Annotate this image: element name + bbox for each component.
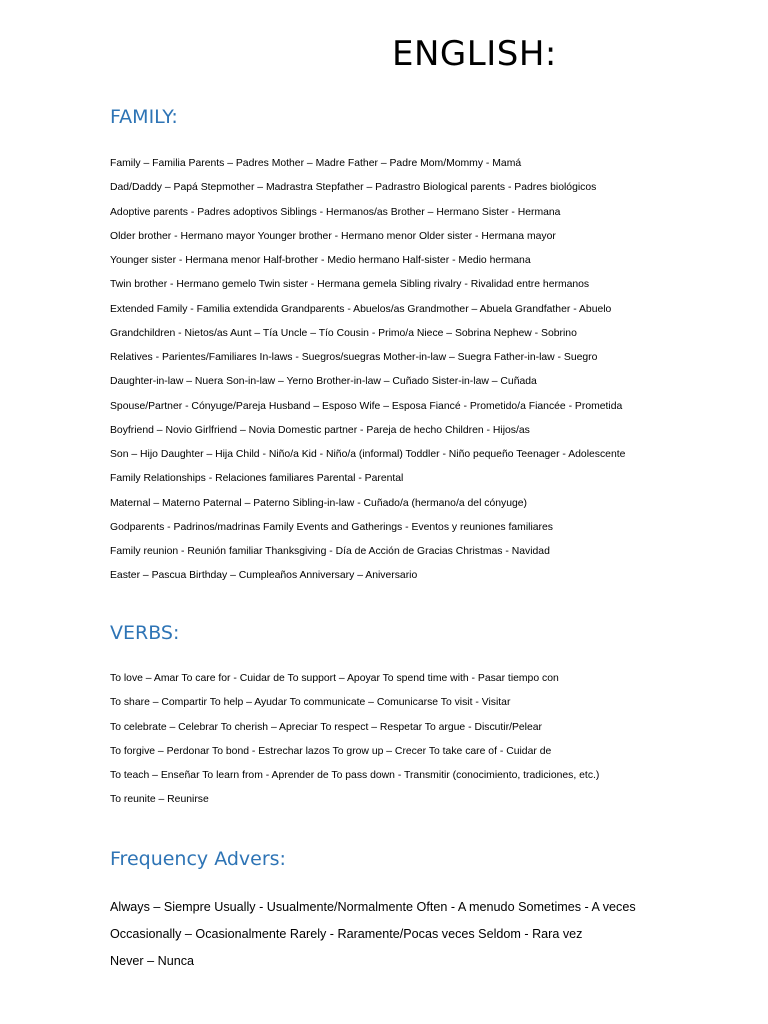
family-line: Easter – Pascua Birthday – Cumpleaños Anniversary – Aniversario <box>110 570 418 582</box>
family-line: Daughter-in-law – Nuera Son-in-law – Yerno Brother-in-law – Cuñado Sister-in-law – Cuñada <box>110 376 537 388</box>
family-line: Older brother - Hermano mayor Younger brother - Hermano menor Older sister - Hermana mayor <box>110 230 556 242</box>
family-line: Grandchildren - Nietos/as Aunt – Tía Uncle – Tío Cousin - Primo/a Niece – Sobrina Nephew - Sobrino <box>110 327 577 339</box>
family-line: Adoptive parents - Padres adoptivos Siblings - Hermanos/as Brother – Hermano Sister - Hermana <box>110 206 561 218</box>
frequency-line: Never – Nunca <box>110 954 194 968</box>
family-line: Maternal – Materno Paternal – Paterno Sibling-in-law - Cuñado/a (hermano/a del cónyuge) <box>110 497 528 509</box>
verbs-line: To love – Amar To care for - Cuidar de To support – Apoyar To spend time with - Pasar tiempo con <box>110 673 559 684</box>
family-line: Family – Familia Parents – Padres Mother – Madre Father – Padre Mom/Mommy - Mamá <box>110 158 522 169</box>
document-title: ENGLISH: <box>392 34 557 74</box>
frequency-heading: Frequency Advers: <box>110 848 286 870</box>
family-line: Godparents - Padrinos/madrinas Family Events and Gatherings - Eventos y reuniones familiares <box>110 521 553 533</box>
family-line: Spouse/Partner - Cónyuge/Pareja Husband – Esposo Wife – Esposa Fiancé - Prometido/a Fiancée - Prometida <box>110 400 623 412</box>
family-line: Family reunion - Reunión familiar Thanksgiving - Día de Acción de Gracias Christmas - Navidad <box>110 546 550 557</box>
verbs-line: To teach – Enseñar To learn from - Aprender de To pass down - Transmitir (conocimiento, tradiciones, etc.) <box>110 770 600 781</box>
family-line: Twin brother - Hermano gemelo Twin sister - Hermana gemela Sibling rivalry - Rivalidad entre hermanos <box>110 279 590 291</box>
family-line: Boyfriend – Novio Girlfriend – Novia Domestic partner - Pareja de hecho Children - Hijos/as <box>110 424 530 436</box>
verbs-heading: VERBS: <box>110 622 180 644</box>
family-vocabulary-list <box>110 157 625 594</box>
verbs-vocabulary-list <box>110 672 599 818</box>
verbs-line: To celebrate – Celebrar To cherish – Apreciar To respect – Respetar To argue - Discutir/Pelear <box>110 721 543 733</box>
verbs-line: To forgive – Perdonar To bond - Estrechar lazos To grow up – Crecer To take care of - Cuidar de <box>110 745 552 757</box>
frequency-line: Always – Siempre Usually - Usualmente/Normalmente Often - A menudo Sometimes - A veces <box>110 900 636 914</box>
family-line: Younger sister - Hermana menor Half-brother - Medio hermano Half-sister - Medio hermana <box>110 255 531 266</box>
family-line: Son – Hijo Daughter – Hija Child - Niño/a Kid - Niño/a (informal) Toddler - Niño pequeño Teenager - Adolescente <box>110 449 626 460</box>
frequency-line: Occasionally – Ocasionalmente Rarely - Raramente/Pocas veces Seldom - Rara vez <box>110 927 583 941</box>
family-heading: FAMILY: <box>110 106 178 128</box>
family-line: Extended Family - Familia extendida Grandparents - Abuelos/as Grandmother – Abuela Grandfather - Abuelo <box>110 303 612 315</box>
verbs-line: To share – Compartir To help – Ayudar To communicate – Comunicarse To visit - Visitar <box>110 697 511 709</box>
family-line: Family Relationships - Relaciones familiares Parental - Parental <box>110 473 404 485</box>
frequency-vocabulary-list <box>110 899 636 980</box>
verbs-line: To reunite – Reunirse <box>110 794 209 806</box>
family-line: Relatives - Parientes/Familiares In-laws - Suegros/suegras Mother-in-law – Suegra Father-in-law - Suegro <box>110 352 598 363</box>
family-line: Dad/Daddy – Papá Stepmother – Madrastra Stepfather – Padrastro Biological parents - Padres biológicos <box>110 182 597 194</box>
